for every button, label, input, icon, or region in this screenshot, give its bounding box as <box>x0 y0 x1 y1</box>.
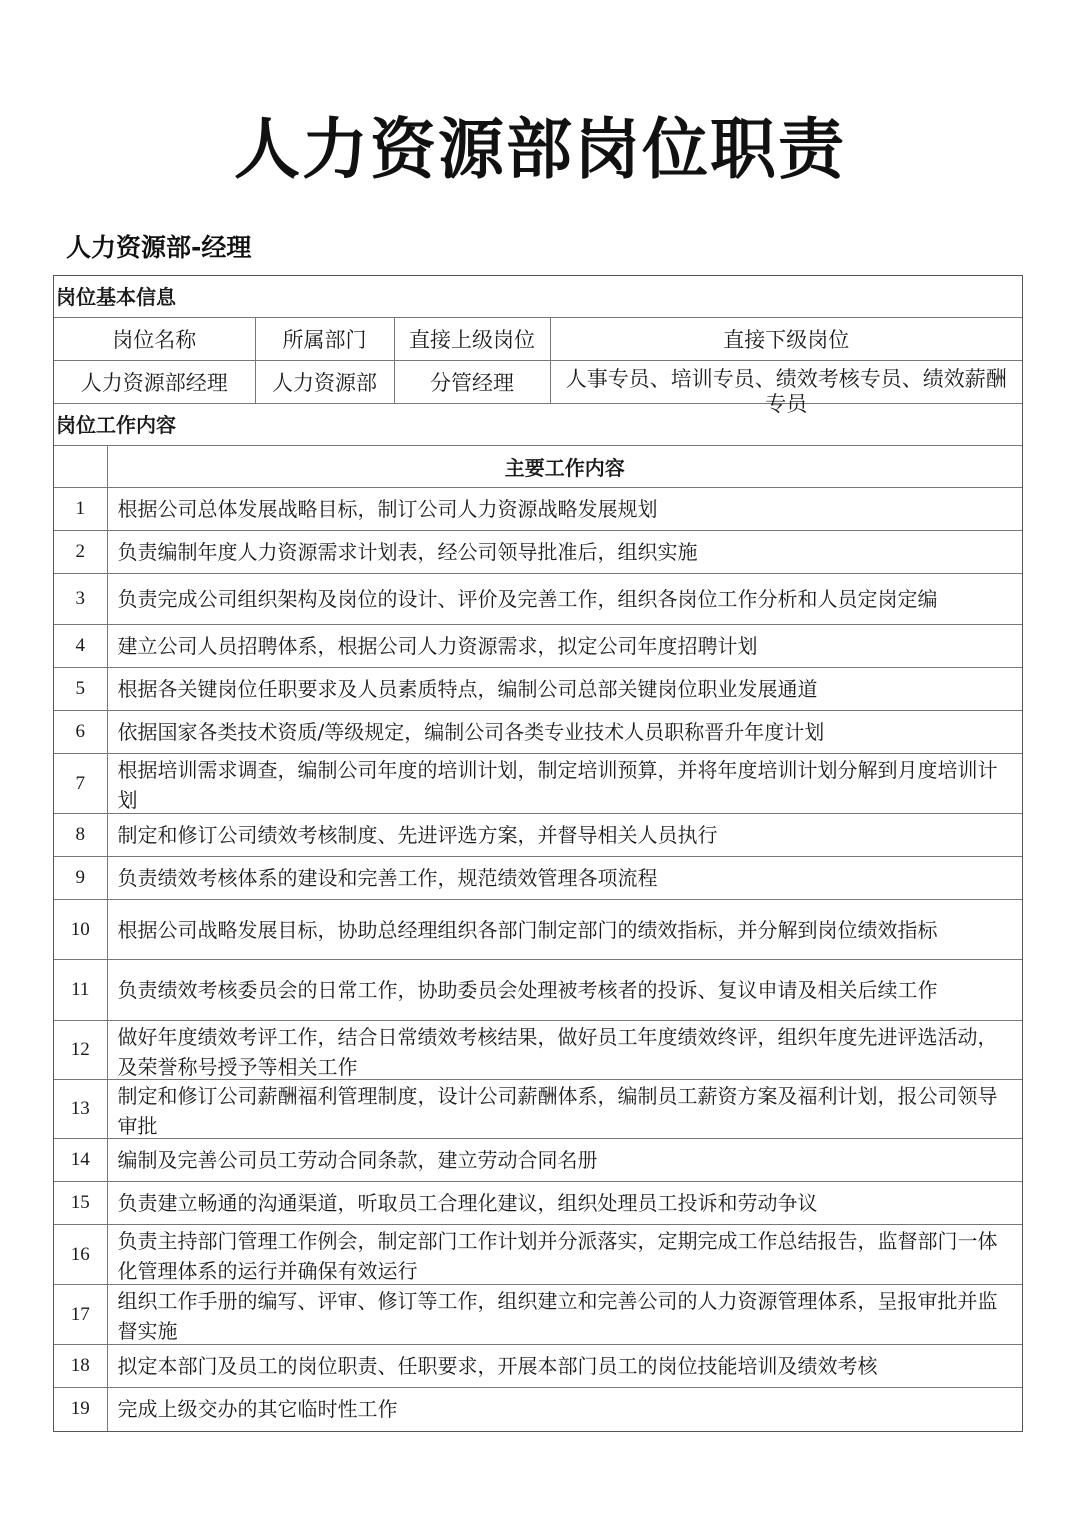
work-row-text-cell <box>107 900 1022 960</box>
work-row-text: 负责绩效考核体系的建设和完善工作，规范绩效管理各项流程 <box>117 866 658 890</box>
position-subtitle: 人力资源部-经理 <box>66 233 252 262</box>
work-row-number: 5 <box>54 668 107 711</box>
work-row-text: 拟定本部门及员工的岗位职责、任职要求，开展本部门员工的岗位技能培训及绩效考核 <box>117 1354 878 1378</box>
work-row-number: 17 <box>54 1285 107 1345</box>
work-row-number: 18 <box>54 1345 107 1388</box>
work-row-number: 9 <box>54 857 107 900</box>
work-row-text: 负责绩效考核委员会的日常工作，协助委员会处理被考核者的投诉、复议申请及相关后续工作 <box>117 978 938 1002</box>
work-row-text-cell <box>107 1345 1022 1388</box>
work-row <box>54 1080 1022 1139</box>
main-work-content-header: 主要工作内容 <box>107 446 1022 488</box>
work-row-text-cell <box>107 574 1022 625</box>
work-row-text-cell <box>107 668 1022 711</box>
work-content-section-label: 岗位工作内容 <box>54 404 1022 446</box>
work-row-text: 负责建立畅通的沟通渠道，听取员工合理化建议，组织处理员工投诉和劳动争议 <box>117 1191 818 1215</box>
work-row <box>54 754 1022 814</box>
position-name-header: 岗位名称 <box>54 318 255 360</box>
work-row-text: 组织工作手册的编写、评审、修订等工作，组织建立和完善公司的人力资源管理体系，呈报审批并监督实施 <box>117 1288 998 1343</box>
work-row-text: 编制及完善公司员工劳动合同条款，建立劳动合同名册 <box>117 1148 598 1172</box>
basic-info-section-label: 岗位基本信息 <box>54 276 1022 318</box>
work-row <box>54 960 1022 1021</box>
department-value: 人力资源部 <box>255 360 394 403</box>
work-row <box>54 488 1022 531</box>
work-row <box>54 1139 1022 1182</box>
work-row-text-cell <box>107 857 1022 900</box>
work-row <box>54 1225 1022 1285</box>
work-row <box>54 857 1022 900</box>
work-row <box>54 531 1022 574</box>
work-row <box>54 1021 1022 1080</box>
work-row <box>54 711 1022 754</box>
work-row-number: 15 <box>54 1182 107 1225</box>
work-row <box>54 574 1022 625</box>
work-row-number: 6 <box>54 711 107 754</box>
work-row-number: 7 <box>54 754 107 814</box>
job-description-sheet <box>53 275 1023 1432</box>
work-row <box>54 1388 1022 1431</box>
position-name-value: 人力资源部经理 <box>54 360 255 403</box>
subordinate-position-value: 人事专员、培训专员、绩效考核专员、绩效薪酬专员 <box>565 366 1007 416</box>
work-row-text-cell <box>107 1080 1022 1139</box>
department-header: 所属部门 <box>255 318 394 360</box>
subordinate-position-header: 直接下级岗位 <box>550 318 1022 360</box>
work-row-text-cell <box>107 1139 1022 1182</box>
work-row <box>54 900 1022 960</box>
number-header-cell <box>54 446 107 488</box>
work-row-text-cell <box>107 1182 1022 1225</box>
work-row-text: 做好年度绩效考评工作，结合日常绩效考核结果，做好员工年度绩效终评，组织年度先进评选活动，及荣誉称号授予等相关工作 <box>117 1024 998 1079</box>
work-row <box>54 814 1022 857</box>
work-row-number: 2 <box>54 531 107 574</box>
work-row-text-cell <box>107 1388 1022 1431</box>
work-row-number: 12 <box>54 1021 107 1080</box>
work-row-text: 负责完成公司组织架构及岗位的设计、评价及完善工作，组织各岗位工作分析和人员定岗定编 <box>117 587 938 611</box>
work-row-text: 制定和修订公司薪酬福利管理制度，设计公司薪酬体系，编制员工薪资方案及福利计划，报公司领导审批 <box>117 1083 998 1138</box>
work-row-number: 3 <box>54 574 107 625</box>
work-row-text: 根据公司总体发展战略目标，制订公司人力资源战略发展规划 <box>117 497 658 521</box>
subordinate-position-cell <box>550 360 1022 416</box>
work-row-text: 完成上级交办的其它临时性工作 <box>117 1397 398 1422</box>
work-row-text-cell <box>107 625 1022 668</box>
basic-info-value-row <box>54 360 1022 403</box>
work-row-number: 11 <box>54 960 107 1021</box>
work-row-number: 14 <box>54 1139 107 1182</box>
work-row-text: 制定和修订公司绩效考核制度、先进评选方案，并督导相关人员执行 <box>117 823 718 847</box>
work-row-text-cell <box>107 1225 1022 1285</box>
basic-info-table <box>54 318 1022 416</box>
work-row-text-cell <box>107 1021 1022 1080</box>
work-row <box>54 1285 1022 1345</box>
work-row-text: 负责编制年度人力资源需求计划表，经公司领导批准后，组织实施 <box>117 540 698 564</box>
work-row-text: 根据培训需求调查，编制公司年度的培训计划，制定培训预算，并将年度培训计划分解到月度培训计划 <box>117 757 998 812</box>
work-row <box>54 668 1022 711</box>
basic-info-header-row <box>54 318 1022 360</box>
work-row-number: 4 <box>54 625 107 668</box>
work-row-text-cell <box>107 488 1022 531</box>
work-row-text-cell <box>107 754 1022 814</box>
work-row-text: 建立公司人员招聘体系，根据公司人力资源需求，拟定公司年度招聘计划 <box>117 634 758 658</box>
work-row-text-cell <box>107 1285 1022 1345</box>
work-row-text: 根据各关键岗位任职要求及人员素质特点，编制公司总部关键岗位职业发展通道 <box>117 677 818 701</box>
work-row-number: 13 <box>54 1080 107 1139</box>
work-row <box>54 625 1022 668</box>
work-row <box>54 1182 1022 1225</box>
work-row-text: 根据公司战略发展目标，协助总经理组织各部门制定部门的绩效指标，并分解到岗位绩效指标 <box>117 917 938 942</box>
superior-position-value: 分管经理 <box>394 360 550 403</box>
work-row-text-cell <box>107 814 1022 857</box>
superior-position-header: 直接上级岗位 <box>394 318 550 360</box>
work-row <box>54 1345 1022 1388</box>
work-row-number: 10 <box>54 900 107 960</box>
work-row-number: 8 <box>54 814 107 857</box>
work-row-text: 负责主持部门管理工作例会，制定部门工作计划并分派落实，定期完成工作总结报告，监督部门一体化管理体系的运行并确保有效运行 <box>117 1228 998 1283</box>
work-header-row <box>54 446 1022 488</box>
work-row-text-cell <box>107 711 1022 754</box>
work-row-text-cell <box>107 531 1022 574</box>
work-row-number: 1 <box>54 488 107 531</box>
page-title: 人力资源部岗位职责 <box>234 111 846 188</box>
work-row-text: 依据国家各类技术资质/等级规定，编制公司各类专业技术人员职称晋升年度计划 <box>117 720 825 744</box>
work-row-text-cell <box>107 960 1022 1021</box>
work-row-number: 16 <box>54 1225 107 1285</box>
work-row-number: 19 <box>54 1388 107 1431</box>
work-content-table <box>54 446 1022 1431</box>
